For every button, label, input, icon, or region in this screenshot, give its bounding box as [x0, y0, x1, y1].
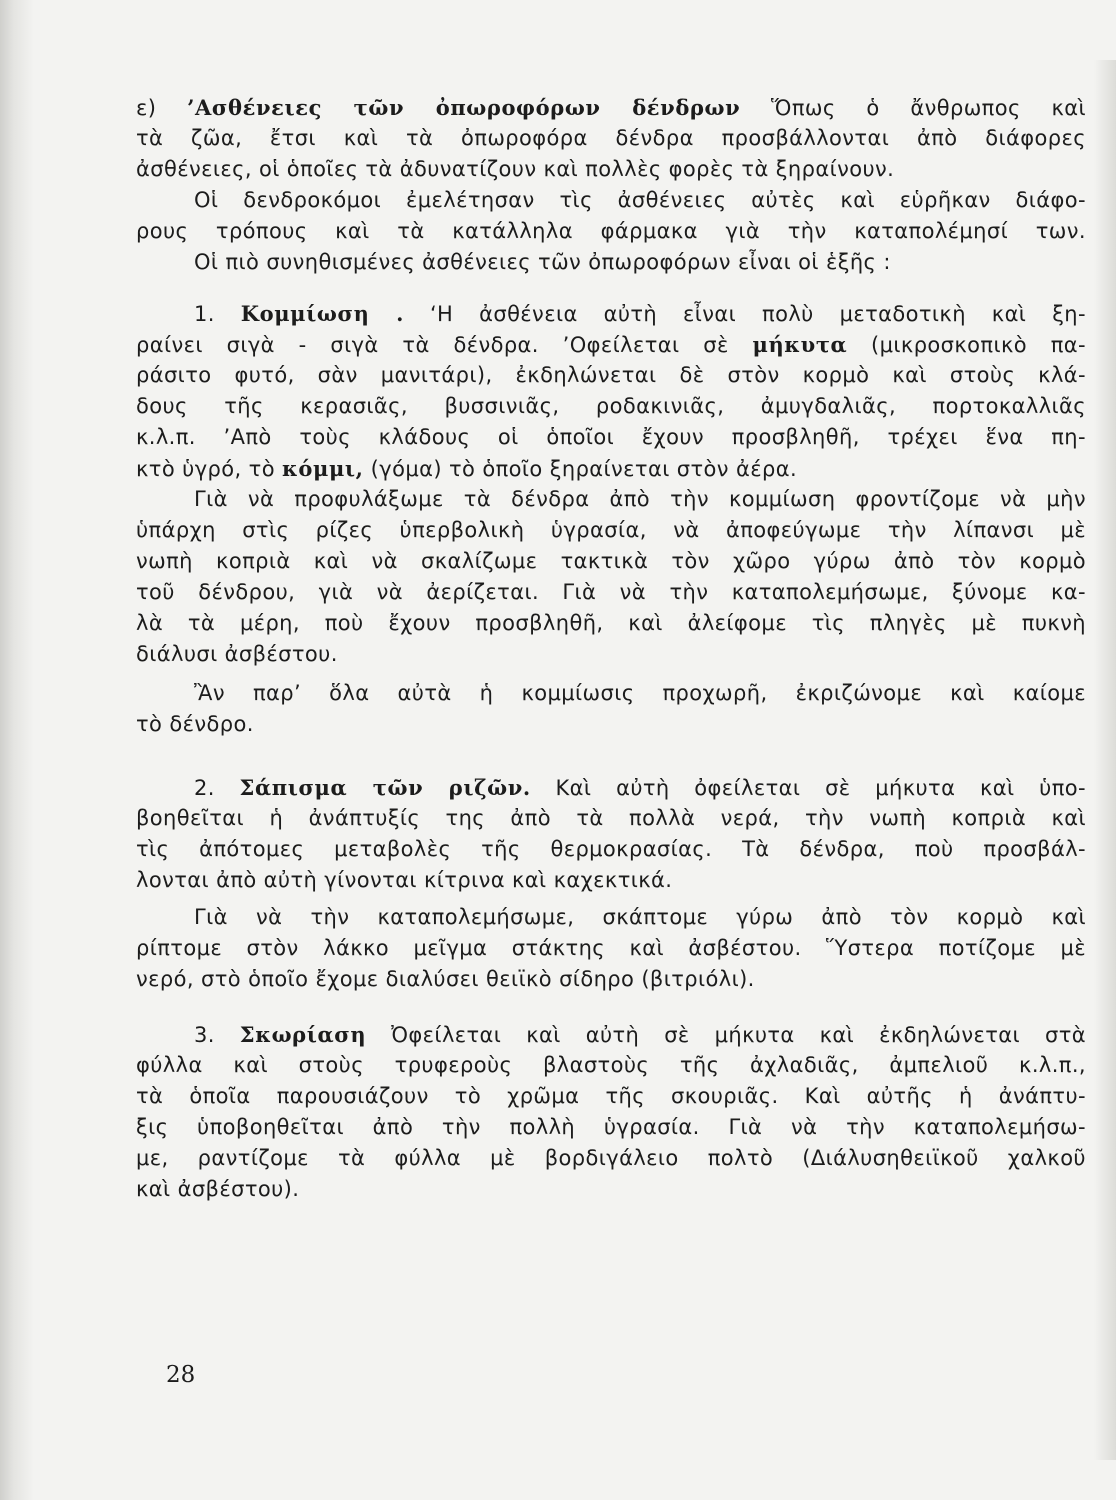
- text-line: ἀσθένειες, οἱ ὁποῖες τὰ ἀδυνατίζουν καὶ πολλὲς φορὲς τὰ ξηραίνουν.: [136, 157, 895, 181]
- text-run: ραίνει σιγὰ - σιγὰ τὰ δένδρα. ’Οφείλεται σὲ: [136, 333, 753, 357]
- text-run: Ὅπως ὁ ἄνθρωπος καὶ: [740, 96, 1086, 120]
- section-letter: ε): [136, 96, 188, 120]
- intro-paragraph-3: [136, 247, 1086, 278]
- text-line: [136, 329, 1086, 360]
- text-line: τὰ ὁποῖα παρουσιάζουν τὸ χρῶμα τῆς σκουριᾶς. Καὶ αὐτῆς ἡ ἀνάπτυ-: [136, 1084, 1086, 1108]
- text-line: [136, 92, 1086, 123]
- text-line: τὶς ἀπότομες μεταβολὲς τῆς θερμοκρασίας. Τὰ δένδρα, ποὺ προσβάλ-: [136, 837, 1086, 861]
- text-line: Οἱ δενδροκόμοι ἐμελέτησαν τὶς ἀσθένειες αὐτὲς καὶ εὑρῆκαν διάφο-: [194, 188, 1086, 212]
- text-line: ξις ὑποβοηθεῖται ἀπὸ τὴν πολλὴ ὑγρασία. Γιὰ νὰ τὴν καταπολεμήσω-: [136, 1115, 1086, 1139]
- section-sapisma-rizon: [136, 772, 1086, 995]
- text-line: νωπὴ κοπριὰ καὶ νὰ σκαλίζωμε τακτικὰ τὸν χῶρο γύρω ἀπὸ τὸν κορμὸ: [136, 549, 1086, 573]
- text-line: [136, 1019, 1086, 1050]
- text-line: [136, 453, 1086, 484]
- text-line: βοηθεῖται ἡ ἀνάπτυξίς της ἀπὸ τὰ πολλὰ νερά, τὴν νωπὴ κοπριὰ καὶ: [136, 806, 1086, 830]
- text-line: Γιὰ νὰ προφυλάξωμε τὰ δένδρα ἀπὸ τὴν κομμίωση φροντίζομε νὰ μὴν: [194, 487, 1086, 511]
- intro-paragraph-2: [136, 185, 1086, 247]
- section-title: Σκωρίαση: [239, 1022, 367, 1047]
- text-line: Ἂν παρ’ ὅλα αὐτὰ ἡ κομμίωσις προχωρῆ, ἐκριζώνομε καὶ καίομε: [194, 681, 1086, 705]
- text-line: [136, 298, 1086, 329]
- text-run: (μικροσκοπικὸ πα-: [847, 333, 1086, 357]
- text-run: Καὶ αὐτὴ ὀφείλεται σὲ μήκυτα καὶ ὑπο-: [530, 776, 1086, 800]
- section-title: Κομμίωση .: [240, 301, 405, 326]
- section-number: 1.: [194, 302, 241, 326]
- bold-term: κόμμι,: [282, 456, 364, 481]
- section-skoriasi: [136, 1019, 1086, 1205]
- text-line: ρους τρόπους καὶ τὰ κατάλληλα φάρμακα γιὰ τὴν καταπολέμησί των.: [136, 219, 1086, 243]
- text-line: δους τῆς κερασιᾶς, βυσσινιᾶς, ροδακινιᾶς, ἀμυγδαλιᾶς, πορτοκαλλιᾶς: [136, 394, 1086, 418]
- text-line: Γιὰ νὰ τὴν καταπολεμήσωμε, σκάπτομε γύρω ἀπὸ τὸν κορμὸ καὶ: [194, 905, 1086, 929]
- page-gutter-shadow: [0, 0, 34, 1500]
- text-line: καὶ ἀσβέστου).: [136, 1177, 300, 1201]
- section-kommiosi: [136, 298, 1086, 740]
- text-line: διάλυσι ἀσβέστου.: [136, 642, 338, 666]
- text-line: Οἱ πιὸ συνηθισμένες ἀσθένειες τῶν ὀπωροφόρων εἶναι οἱ ἑξῆς :: [194, 250, 891, 274]
- text-line: ὑπάρχη στὶς ρίζες ὑπερβολικὴ ὑγρασία, νὰ ἀποφεύγωμε τὴν λίπανσι μὲ: [136, 518, 1086, 542]
- page-number: 28: [166, 1362, 196, 1388]
- text-line: τὰ ζῶα, ἔτσι καὶ τὰ ὀπωροφόρα δένδρα προσβάλλονται ἀπὸ διάφορες: [136, 126, 1086, 150]
- text-line: λονται ἀπὸ αὐτὴ γίνονται κίτρινα καὶ καχεκτικά.: [136, 868, 673, 892]
- text-line: νερό, στὸ ὁποῖο ἔχομε διαλύσει θειϊκὸ σίδηρο (βιτριόλι).: [136, 967, 755, 991]
- section-title: Σάπισμα τῶν ριζῶν.: [239, 775, 531, 800]
- text-line: ρίπτομε στὸν λάκκο μεῖγμα στάκτης καὶ ἀσβέστου. Ὕστερα ποτίζομε μὲ: [136, 936, 1086, 960]
- text-line: [136, 772, 1086, 803]
- page-edge-shadow: [1094, 60, 1116, 1460]
- section-heading: ’Ασθένειες τῶν ὀπωροφόρων δένδρων: [187, 95, 741, 120]
- section-number: 3.: [194, 1023, 240, 1047]
- text-line: φύλλα καὶ στοὺς τρυφεροὺς βλαστοὺς τῆς ἀχλαδιᾶς, ἀμπελιοῦ κ.λ.π.,: [136, 1053, 1086, 1077]
- text-run: (γόμα) τὸ ὁποῖο ξηραίνεται στὸν ἀέρα.: [363, 457, 798, 481]
- page-body: [136, 92, 1086, 1205]
- text-line: τὸ δένδρο.: [136, 712, 254, 736]
- section-number: 2.: [194, 776, 240, 800]
- bold-term: μήκυτα: [752, 332, 848, 357]
- text-line: λὰ τὰ μέρη, ποὺ ἔχουν προσβληθῆ, καὶ ἀλείφομε τὶς πληγὲς μὲ πυκνὴ: [136, 611, 1086, 635]
- text-line: κ.λ.π. ’Απὸ τοὺς κλάδους οἱ ὁποῖοι ἔχουν προσβληθῆ, τρέχει ἕνα πη-: [136, 425, 1086, 449]
- intro-paragraph: [136, 92, 1086, 185]
- text-line: με, ραντίζομε τὰ φύλλα μὲ βορδιγάλειο πολτὸ (Διάλυσηθειϊκοῦ χαλκοῦ: [136, 1146, 1086, 1170]
- text-line: ράσιτο φυτό, σὰν μανιτάρι), ἐκδηλώνεται δὲ στὸν κορμὸ καὶ στοὺς κλά-: [136, 363, 1086, 387]
- text-run: Ὀφείλεται καὶ αὐτὴ σὲ μήκυτα καὶ ἐκδηλώνεται στὰ: [366, 1023, 1086, 1047]
- text-run: ‘Η ἀσθένεια αὐτὴ εἶναι πολὺ μεταδοτικὴ καὶ ξη-: [404, 302, 1086, 326]
- text-line: τοῦ δένδρου, γιὰ νὰ ἀερίζεται. Γιὰ νὰ τὴν καταπολεμήσωμε, ξύνομε κα-: [136, 580, 1086, 604]
- text-run: κτὸ ὑγρό, τὸ: [136, 457, 283, 481]
